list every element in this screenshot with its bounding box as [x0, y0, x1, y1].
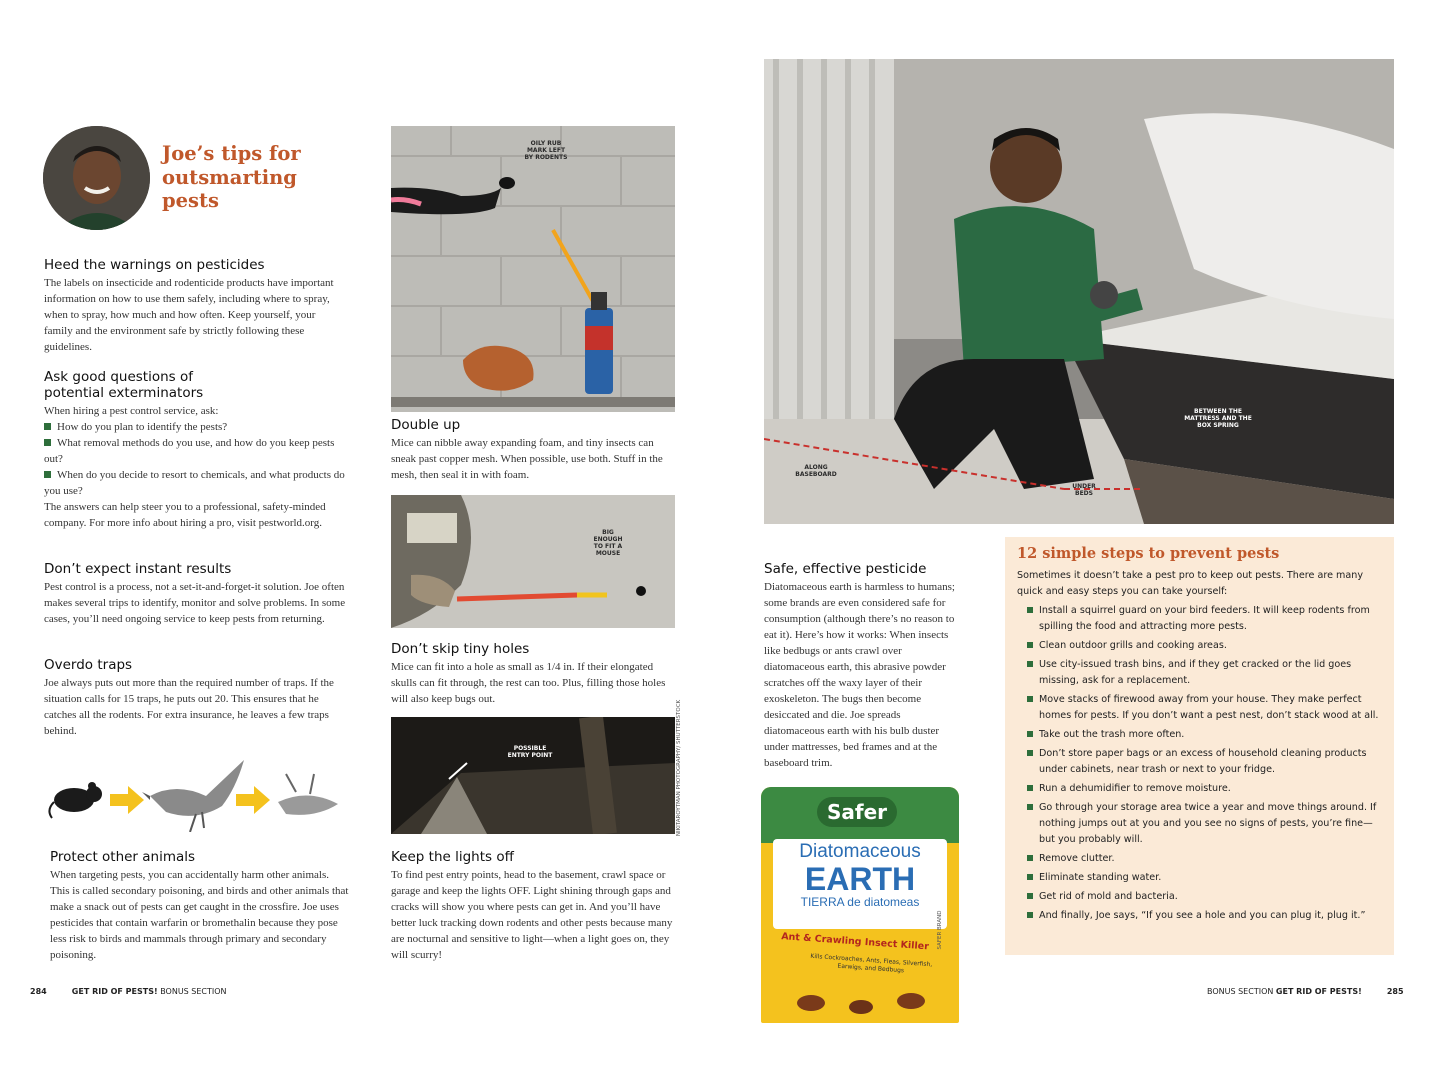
protect-heading: Protect other animals: [50, 849, 196, 865]
arrow-right-icon: [110, 786, 144, 814]
step-item: Use city-issued trash bins, and if they get cracked or the lid goes missing, ask for a replacement.: [1017, 657, 1388, 689]
product-kills: Kills Cockroaches, Ants, Fleas, Silverfish, Earwigs, and Bedbugs: [810, 952, 933, 975]
section-instant: [44, 561, 349, 627]
heed-heading: Heed the warnings on pesticides: [44, 257, 265, 273]
step-item: Eliminate standing water.: [1017, 870, 1388, 886]
box-title: 12 simple steps to prevent pests: [1017, 545, 1280, 562]
instant-heading: Don’t expect instant results: [44, 561, 232, 577]
step-item: Remove clutter.: [1017, 851, 1388, 867]
safe-heading: Safe, effective pesticide: [764, 561, 927, 577]
section-tiny-holes: [391, 641, 675, 707]
ask-bullet: How do you plan to identify the pests?: [44, 419, 349, 435]
copper-mesh-photo: [391, 126, 675, 412]
page-number-right: 285: [1386, 987, 1404, 996]
double-up-heading: Double up: [391, 417, 461, 433]
overdo-body: Joe always puts out more than the required number of traps. If the situation calls for 15 traps, he puts out 20. This ensures that he catches all the rodents. For extra insurance, he leaves a few traps behind.: [44, 677, 334, 737]
ask-bullet: When do you decide to resort to chemicals, and what products do you use?: [44, 467, 349, 499]
bedroom-technician-photo: [764, 59, 1394, 524]
tiny-hole-photo: [391, 495, 675, 628]
folio-label-right: GET RID OF PESTS!: [1275, 987, 1362, 996]
diatomaceous-earth-product: [761, 787, 959, 1023]
section-double-up: [391, 417, 675, 483]
insect-icon: [781, 983, 951, 1023]
lights-heading: Keep the lights off: [391, 849, 514, 865]
callout-baseboard: ALONG BASEBOARD: [795, 464, 837, 478]
step-item: Move stacks of firewood away from your house. They make perfect homes for pests. If you don’t want a pest nest, don’t stack wood at all.: [1017, 692, 1388, 724]
big-enough-callout: BIG ENOUGH TO FIT A MOUSE: [593, 529, 623, 557]
step-item: Clean outdoor grills and cooking areas.: [1017, 638, 1388, 654]
box-intro: Sometimes it doesn’t take a pest pro to keep out pests. There are many quick and easy steps you can take yourself:: [1017, 570, 1364, 597]
product-name-1: Diatomaceous: [799, 841, 921, 862]
protect-body: When targeting pests, you can accidentally harm other animals. This is called secondary poisoning, and birds and other animals that make a snack out of pests can get caught in the crossfire. Joe uses pesticides that contain warfarin or bromethalin because they pose less risk to birds and mammals through primary and secondary poisoning.: [50, 869, 349, 961]
product-band: Ant & Crawling Insect Killer: [780, 931, 930, 953]
product-name-2: EARTH: [804, 861, 916, 897]
page-number-left: 284: [30, 987, 47, 996]
folio-left: [30, 987, 227, 996]
section-overdo: [44, 657, 349, 739]
photo-credit-rotated: NIKITAROYTMAN PHOTOGRAPHY/ SHUTTERSTOCK: [676, 699, 682, 837]
ask-heading: Ask good questions of potential exterminators: [44, 369, 204, 401]
step-item: Install a squirrel guard on your bird feeders. It will keep rodents from spilling the food and attracting more pests.: [1017, 603, 1388, 635]
mouse-icon: [49, 782, 102, 818]
ask-intro: When hiring a pest control service, ask:: [44, 405, 219, 417]
box-list: [1005, 603, 1394, 927]
step-item: And finally, Joe says, “If you see a hole and you can plug it, plug it.”: [1017, 908, 1388, 924]
section-safe-pesticide: [764, 561, 962, 771]
double-up-body: Mice can nibble away expanding foam, and tiny insects can sneak past copper mesh. When possible, use both. Stuff in the mesh, then seal it in with foam.: [391, 437, 663, 481]
oily-rub-callout: OILY RUB MARK LEFT BY RODENTS: [524, 140, 568, 161]
callout-under-beds: UNDER BEDS: [1072, 483, 1096, 497]
folio-label-left: GET RID OF PESTS!: [71, 987, 158, 996]
bird-icon: [142, 760, 244, 832]
folio-right: [1207, 987, 1404, 996]
step-item: Don’t store paper bags or an excess of household cleaning products under cabinets, near trash or next to your fridge.: [1017, 746, 1388, 778]
safe-body: Diatomaceous earth is harmless to humans; some brands are even considered safe for consumption (although there’s no reason to eat it). Here’s how it works: When insects like bedbugs or ants crawl over diatomaceous earth, this abrasive powder scratches off the waxy layer of their exoskeleton. The bugs then become desiccated and die. Joe spreads diatomaceous earth with his bulb duster under mattresses, bed frames and at the baseboard trim.: [764, 581, 955, 769]
product-brand: Safer: [817, 797, 897, 827]
ask-bullet: What removal methods do you use, and how do you keep pests out?: [44, 435, 349, 467]
overdo-heading: Overdo traps: [44, 657, 133, 673]
callout-mattress: BETWEEN THE MATTRESS AND THE BOX SPRING: [1184, 408, 1252, 429]
dead-bird-icon: [278, 774, 338, 815]
author-portrait: [43, 126, 150, 230]
entry-point-callout: POSSIBLE ENTRY POINT: [507, 745, 553, 759]
page-title: Joe’s tips for outsmarting pests: [162, 142, 301, 212]
section-ask: [44, 369, 349, 531]
arrow-right-icon: [236, 786, 270, 814]
tiny-holes-heading: Don’t skip tiny holes: [391, 641, 530, 657]
step-item: Take out the trash more often.: [1017, 727, 1388, 743]
instant-body: Pest control is a process, not a set-it-and-forget-it solution. Joe often makes several trips to identify, monitor and solve problems. In some cases, you’ll need ongoing service to keep pests from returning.: [44, 581, 346, 625]
secondary-poisoning-illustration: [46, 752, 346, 832]
entry-point-photo: [391, 717, 675, 834]
ask-outro: The answers can help steer you to a professional, safety-minded company. For more info about hiring a pro, visit pestworld.org.: [44, 501, 326, 529]
folio-section-left: BONUS SECTION: [160, 987, 227, 996]
product-credit-rotated: SAFER BRAND: [937, 910, 943, 950]
folio-section-right: BONUS SECTION: [1207, 987, 1274, 996]
heed-body: The labels on insecticide and rodenticide products have important information on how to use them safely, including where to spray, when to spray, how much and how often. Keep yourself, your family and the environment safe by strictly following these guidelines.: [44, 277, 334, 353]
product-name-3: TIERRA de diatomeas: [800, 895, 920, 909]
section-heed: [44, 257, 344, 355]
step-item: Get rid of mold and bacteria.: [1017, 889, 1388, 905]
section-lights: [391, 849, 675, 963]
section-protect: [50, 849, 350, 963]
tiny-holes-body: Mice can fit into a hole as small as 1/4 in. If their elongated skulls can fit through, the rest can too. Plus, filling those holes will also keep bugs out.: [391, 661, 666, 705]
step-item: Go through your storage area twice a year and move things around. If nothing jumps out at you and you see no signs of pests, you’re fine—but you probably will.: [1017, 800, 1388, 848]
step-item: Run a dehumidifier to remove moisture.: [1017, 781, 1388, 797]
prevent-pests-box: [1005, 537, 1394, 955]
lights-body: To find pest entry points, head to the basement, crawl space or garage and keep the lights OFF. Light shining through gaps and cracks will show you where pests can get in. And you’ll have better luck tracking down rodents and other pests because many are nocturnal and sensitive to light—when a light goes on, they will scurry!: [391, 869, 673, 961]
